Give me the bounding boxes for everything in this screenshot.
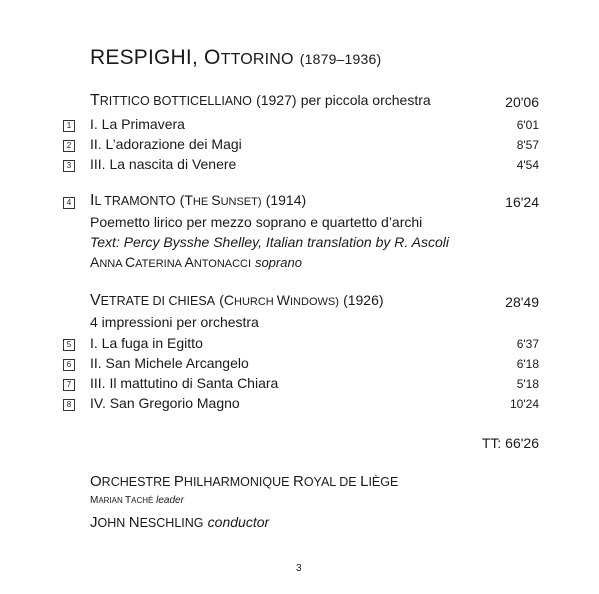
work-year: (1914) xyxy=(265,192,307,208)
orchestra-name-part: P xyxy=(173,473,184,490)
english-title-part: HURCH xyxy=(234,296,277,308)
work-description: Poemetto lirico per mezzo soprano e quartetto d’archi xyxy=(90,214,423,230)
movement-time: 6'18 xyxy=(516,357,539,371)
composer-first-rest: TTORINO xyxy=(220,51,294,68)
soloist-name-part: NNA xyxy=(99,258,126,270)
english-title-part: W xyxy=(276,292,290,308)
leader-role: leader xyxy=(156,495,184,506)
work-total-time: 16'24 xyxy=(505,194,539,210)
work-title-initial: V xyxy=(90,292,101,309)
track-number: 1 xyxy=(63,120,75,132)
soloist-name-part: ATERINA xyxy=(135,258,185,270)
movement-time: 10'24 xyxy=(510,397,539,411)
orchestra-name-part: L xyxy=(360,473,369,490)
track-number: 8 xyxy=(63,399,75,411)
english-title-part: (T xyxy=(179,192,193,208)
english-title-part: S xyxy=(211,192,221,208)
work-title-vetrate xyxy=(90,292,384,310)
track-number: 5 xyxy=(63,339,75,351)
text-credit: Text: Percy Bysshe Shelley, Italian translation by R. Ascoli xyxy=(90,234,449,250)
leader-name-part: ACHÉ xyxy=(131,496,154,505)
orchestra-name-part: OYAL DE xyxy=(303,475,361,489)
work-title-initial: T xyxy=(90,92,100,109)
total-time: TT: 66'26 xyxy=(481,435,539,451)
soloist-name-part: A xyxy=(184,254,194,270)
orchestra-name-part: O xyxy=(90,473,102,490)
english-title-part: INDOWS) xyxy=(290,296,339,308)
movement-title: I. La fuga in Egitto xyxy=(90,335,203,351)
movement-time: 8'57 xyxy=(516,138,539,152)
work-title-tramonto xyxy=(90,192,306,210)
work-subtitle: per piccola orchestra xyxy=(300,92,431,108)
track-number: 6 xyxy=(63,359,75,371)
work-title-rest: ETRATE DI CHIESA xyxy=(100,294,216,308)
work-title-trittico xyxy=(90,92,431,110)
movement-title: IV. San Gregorio Magno xyxy=(90,395,240,411)
track-number: 4 xyxy=(63,197,75,209)
conductor-name-part: ESCHLING xyxy=(139,516,204,530)
orchestra-name-part: R xyxy=(292,473,304,490)
leader-credit xyxy=(90,495,184,506)
conductor-name-part: J xyxy=(90,514,98,531)
movement-title: II. L’adorazione dei Magi xyxy=(90,136,242,152)
orchestra-name-part: HILHARMONIQUE xyxy=(183,475,293,489)
movement-title: III. Il mattutino di Santa Chiara xyxy=(90,375,279,391)
movement-title: I. La Primavera xyxy=(90,116,185,132)
soloist-name-part: NTONACCI xyxy=(193,258,252,270)
orchestra-name xyxy=(90,473,398,490)
movement-title: II. San Michele Arcangelo xyxy=(90,355,249,371)
orchestra-name-part: RCHESTRE xyxy=(101,475,174,489)
english-title-part: (C xyxy=(219,292,234,308)
work-title-initial: I xyxy=(90,192,95,209)
movement-title: III. La nascita di Venere xyxy=(90,156,237,172)
composer-heading xyxy=(90,46,381,70)
soloist-credit xyxy=(90,254,302,270)
conductor-credit xyxy=(90,514,269,531)
composer-first-initial: O xyxy=(204,46,221,69)
leader-name-part: M xyxy=(90,495,99,506)
movement-time: 4'54 xyxy=(516,158,539,172)
work-subtitle: 4 impressioni per orchestra xyxy=(90,314,259,330)
composer-surname: RESPIGHI, xyxy=(90,46,198,69)
english-title-part: HE xyxy=(192,196,212,208)
orchestra-name-part: IÈGE xyxy=(368,475,399,489)
track-number: 7 xyxy=(63,379,75,391)
work-title-rest: L TRAMONTO xyxy=(94,194,176,208)
soloist-role: soprano xyxy=(254,255,302,270)
movement-time: 6'01 xyxy=(516,118,539,132)
track-number: 3 xyxy=(63,160,75,172)
soloist-name-part: A xyxy=(90,254,100,270)
leader-name-part: ARIAN xyxy=(98,496,126,505)
work-year: (1926) xyxy=(343,292,384,308)
work-total-time: 28'49 xyxy=(505,294,539,310)
track-number: 2 xyxy=(63,140,75,152)
soloist-name-part: C xyxy=(125,254,136,270)
conductor-role: conductor xyxy=(207,514,270,530)
movement-time: 6'37 xyxy=(516,337,539,351)
conductor-name-part: N xyxy=(128,514,140,531)
leader-name-part: T xyxy=(125,495,132,506)
composer-dates: (1879–1936) xyxy=(299,51,382,67)
work-total-time: 20'06 xyxy=(505,94,539,110)
page-number: 3 xyxy=(296,563,302,574)
movement-time: 5'18 xyxy=(516,377,539,391)
work-year: (1927) xyxy=(256,92,297,108)
conductor-name-part: OHN xyxy=(97,516,129,530)
work-title-rest: RITTICO BOTTICELLIANO xyxy=(99,94,252,108)
english-title-part: UNSET) xyxy=(220,196,262,208)
